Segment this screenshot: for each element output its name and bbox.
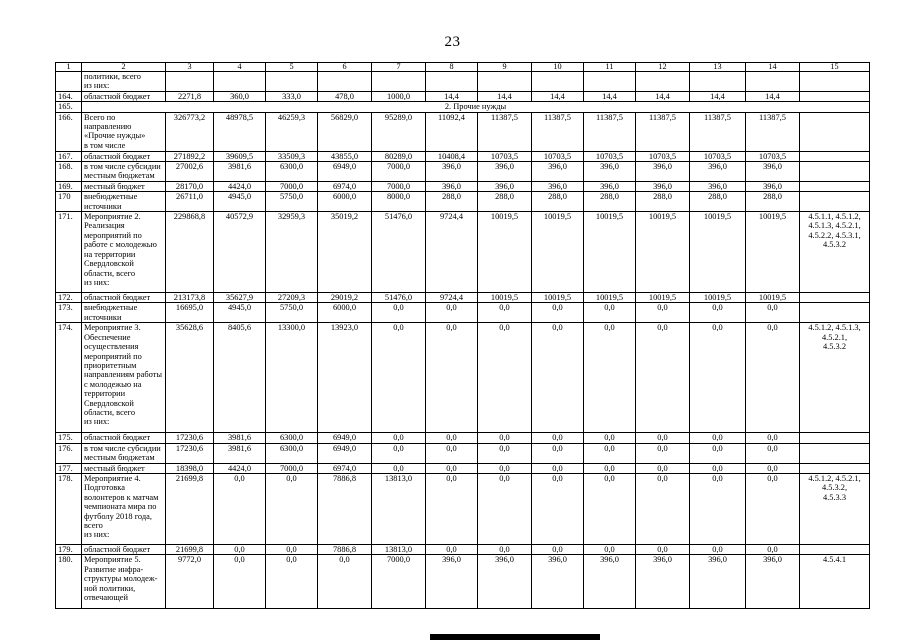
value-cell: 0,0	[426, 433, 478, 443]
value-cell	[636, 72, 690, 92]
value-cell: 0,0	[532, 323, 584, 433]
value-cell: 288,0	[532, 192, 584, 212]
target-codes	[800, 91, 870, 101]
target-codes	[800, 303, 870, 323]
page-number: 23	[444, 34, 461, 50]
value-cell: 3981,6	[214, 443, 266, 463]
value-cell: 5750,0	[266, 303, 318, 323]
value-cell: 0,0	[584, 473, 636, 544]
table-row	[56, 433, 870, 443]
value-cell: 17230,6	[166, 433, 214, 443]
value-cell: 14,4	[532, 91, 584, 101]
row-label: Мероприятие 4. Подготовка волонтеров к матчам чемпионата мира по футболу 2018 года, всего из них:	[82, 473, 166, 544]
row-number: 174.	[56, 323, 82, 433]
value-cell: 10703,5	[478, 151, 532, 161]
value-cell: 0,0	[690, 473, 746, 544]
value-cell: 288,0	[746, 192, 800, 212]
value-cell: 0,0	[690, 323, 746, 433]
value-cell: 13923,0	[318, 323, 372, 433]
value-cell: 10019,5	[746, 293, 800, 303]
value-cell: 8000,0	[372, 192, 426, 212]
value-cell: 396,0	[532, 181, 584, 191]
value-cell: 288,0	[478, 192, 532, 212]
value-cell: 396,0	[426, 181, 478, 191]
table-row	[56, 303, 870, 323]
value-cell: 288,0	[426, 192, 478, 212]
value-cell: 213173,8	[166, 293, 214, 303]
value-cell: 14,4	[478, 91, 532, 101]
table-row	[56, 443, 870, 463]
value-cell: 10703,5	[584, 151, 636, 161]
value-cell: 21699,8	[166, 544, 214, 554]
column-number-9: 9	[478, 63, 532, 72]
value-cell: 10019,5	[478, 212, 532, 293]
value-cell: 0,0	[532, 473, 584, 544]
row-label: областной бюджет	[82, 544, 166, 554]
page-bottom-edge	[430, 634, 600, 640]
value-cell: 14,4	[690, 91, 746, 101]
value-cell: 288,0	[636, 192, 690, 212]
value-cell: 7000,0	[372, 162, 426, 182]
value-cell: 0,0	[690, 443, 746, 463]
value-cell: 10408,4	[426, 151, 478, 161]
row-label: внебюджетные источники	[82, 303, 166, 323]
value-cell	[426, 72, 478, 92]
value-cell: 40572,9	[214, 212, 266, 293]
row-label: областной бюджет	[82, 293, 166, 303]
table-row	[56, 91, 870, 101]
table-row	[56, 181, 870, 191]
value-cell: 229868,8	[166, 212, 214, 293]
value-cell: 27209,3	[266, 293, 318, 303]
value-cell: 0,0	[584, 463, 636, 473]
column-number-5: 5	[266, 63, 318, 72]
row-label: областной бюджет	[82, 151, 166, 161]
value-cell: 0,0	[690, 463, 746, 473]
value-cell: 51476,0	[372, 293, 426, 303]
value-cell: 0,0	[532, 463, 584, 473]
row-number: 175.	[56, 433, 82, 443]
row-label: политики, всего из них:	[82, 72, 166, 92]
value-cell: 95289,0	[372, 112, 426, 151]
value-cell: 10019,5	[532, 212, 584, 293]
row-label: Мероприятие 3. Обеспечение осуществления мероприятий по приоритетным направлениям работы с молодежью на территории Свердловской области, всего из них:	[82, 323, 166, 433]
value-cell: 396,0	[690, 555, 746, 609]
value-cell: 7000,0	[266, 463, 318, 473]
value-cell: 0,0	[746, 433, 800, 443]
value-cell: 35627,9	[214, 293, 266, 303]
value-cell: 396,0	[636, 162, 690, 182]
column-number-6: 6	[318, 63, 372, 72]
value-cell: 56829,0	[318, 112, 372, 151]
row-number: 177.	[56, 463, 82, 473]
value-cell: 0,0	[372, 463, 426, 473]
section-title: 2. Прочие нужды	[82, 102, 870, 112]
value-cell: 6300,0	[266, 162, 318, 182]
value-cell: 13300,0	[266, 323, 318, 433]
table-body	[56, 63, 870, 609]
value-cell: 7886,8	[318, 544, 372, 554]
row-number: 180.	[56, 555, 82, 609]
row-label: Мероприятие 2. Реализация мероприятий по работе с молодежью на территории Свердловской области, всего из них:	[82, 212, 166, 293]
value-cell: 0,0	[532, 303, 584, 323]
value-cell: 7886,8	[318, 473, 372, 544]
table-row	[56, 293, 870, 303]
value-cell: 4945,0	[214, 192, 266, 212]
target-codes	[800, 72, 870, 92]
target-codes	[800, 192, 870, 212]
value-cell: 0,0	[746, 473, 800, 544]
value-cell: 1000,0	[372, 91, 426, 101]
value-cell: 29019,2	[318, 293, 372, 303]
value-cell: 0,0	[426, 323, 478, 433]
value-cell: 0,0	[478, 323, 532, 433]
value-cell: 396,0	[746, 555, 800, 609]
value-cell: 7000,0	[372, 555, 426, 609]
value-cell: 10019,5	[636, 212, 690, 293]
value-cell: 9724,4	[426, 212, 478, 293]
column-number-4: 4	[214, 63, 266, 72]
value-cell: 10019,5	[746, 212, 800, 293]
value-cell	[166, 72, 214, 92]
row-label: местный бюджет	[82, 181, 166, 191]
value-cell: 0,0	[214, 555, 266, 609]
value-cell: 17230,6	[166, 443, 214, 463]
value-cell: 0,0	[584, 323, 636, 433]
value-cell	[214, 72, 266, 92]
target-codes	[800, 463, 870, 473]
value-cell: 0,0	[636, 433, 690, 443]
value-cell: 10703,5	[532, 151, 584, 161]
value-cell: 396,0	[532, 162, 584, 182]
value-cell: 0,0	[478, 463, 532, 473]
value-cell: 14,4	[426, 91, 478, 101]
value-cell: 6974,0	[318, 463, 372, 473]
value-cell: 0,0	[584, 443, 636, 463]
value-cell: 14,4	[584, 91, 636, 101]
column-number-11: 11	[584, 63, 636, 72]
row-label: Мероприятие 5. Развитие инфра- структуры молодеж- ной политики, отвечающей	[82, 555, 166, 609]
row-number: 171.	[56, 212, 82, 293]
value-cell	[372, 72, 426, 92]
value-cell: 288,0	[584, 192, 636, 212]
value-cell: 6300,0	[266, 433, 318, 443]
value-cell: 0,0	[478, 544, 532, 554]
value-cell: 7000,0	[372, 181, 426, 191]
value-cell: 7000,0	[266, 181, 318, 191]
value-cell	[318, 72, 372, 92]
value-cell: 396,0	[426, 162, 478, 182]
value-cell: 0,0	[584, 303, 636, 323]
table-row	[56, 112, 870, 151]
value-cell: 0,0	[636, 323, 690, 433]
row-number: 166.	[56, 112, 82, 151]
value-cell: 14,4	[746, 91, 800, 101]
column-number-15: 15	[800, 63, 870, 72]
value-cell: 0,0	[584, 433, 636, 443]
value-cell: 11387,5	[636, 112, 690, 151]
value-cell: 10019,5	[532, 293, 584, 303]
value-cell: 80289,0	[372, 151, 426, 161]
row-label: в том числе субсидии местным бюджетам	[82, 162, 166, 182]
value-cell: 10019,5	[584, 293, 636, 303]
value-cell: 0,0	[478, 473, 532, 544]
target-codes	[800, 112, 870, 151]
row-number	[56, 72, 82, 92]
value-cell: 35019,2	[318, 212, 372, 293]
target-codes: 4.5.1.1, 4.5.1.2, 4.5.1.3, 4.5.2.1, 4.5.2.2, 4.5.3.1, 4.5.3.2	[800, 212, 870, 293]
value-cell: 13813,0	[372, 544, 426, 554]
value-cell: 18398,0	[166, 463, 214, 473]
value-cell: 0,0	[266, 544, 318, 554]
target-codes	[800, 151, 870, 161]
value-cell: 10703,5	[690, 151, 746, 161]
value-cell: 8405,6	[214, 323, 266, 433]
table-row	[56, 555, 870, 609]
value-cell: 6974,0	[318, 181, 372, 191]
value-cell: 0,0	[746, 303, 800, 323]
value-cell: 3981,6	[214, 162, 266, 182]
value-cell: 11387,5	[584, 112, 636, 151]
value-cell	[746, 72, 800, 92]
value-cell: 9772,0	[166, 555, 214, 609]
column-number-7: 7	[372, 63, 426, 72]
table-row	[56, 151, 870, 161]
value-cell: 0,0	[372, 433, 426, 443]
value-cell: 396,0	[478, 162, 532, 182]
value-cell: 0,0	[478, 303, 532, 323]
value-cell: 271892,2	[166, 151, 214, 161]
value-cell: 51476,0	[372, 212, 426, 293]
value-cell: 4945,0	[214, 303, 266, 323]
value-cell: 27002,6	[166, 162, 214, 182]
column-number-14: 14	[746, 63, 800, 72]
row-label: в том числе субсидии местным бюджетам	[82, 443, 166, 463]
value-cell: 13813,0	[372, 473, 426, 544]
value-cell: 0,0	[690, 303, 746, 323]
value-cell: 0,0	[636, 443, 690, 463]
value-cell: 10019,5	[636, 293, 690, 303]
table-row	[56, 162, 870, 182]
value-cell: 0,0	[426, 463, 478, 473]
row-label: местный бюджет	[82, 463, 166, 473]
target-codes: 4.5.1.2, 4.5.2.1, 4.5.3.2, 4.5.3.3	[800, 473, 870, 544]
table-row	[56, 544, 870, 554]
value-cell: 478,0	[318, 91, 372, 101]
budget-table	[55, 62, 870, 609]
section-row	[56, 102, 870, 112]
value-cell: 16695,0	[166, 303, 214, 323]
target-codes: 4.5.1.2, 4.5.1.3, 4.5.2.1, 4.5.3.2	[800, 323, 870, 433]
value-cell: 0,0	[636, 303, 690, 323]
value-cell: 396,0	[426, 555, 478, 609]
value-cell: 333,0	[266, 91, 318, 101]
value-cell: 0,0	[532, 433, 584, 443]
value-cell: 0,0	[746, 544, 800, 554]
target-codes	[800, 443, 870, 463]
value-cell: 396,0	[636, 555, 690, 609]
value-cell: 0,0	[746, 443, 800, 463]
value-cell: 11387,5	[478, 112, 532, 151]
value-cell: 0,0	[266, 555, 318, 609]
value-cell	[690, 72, 746, 92]
row-number: 173.	[56, 303, 82, 323]
value-cell: 396,0	[746, 181, 800, 191]
value-cell: 4424,0	[214, 181, 266, 191]
column-number-10: 10	[532, 63, 584, 72]
value-cell: 21699,8	[166, 473, 214, 544]
value-cell: 6000,0	[318, 303, 372, 323]
value-cell: 6949,0	[318, 433, 372, 443]
value-cell: 0,0	[636, 544, 690, 554]
target-codes	[800, 433, 870, 443]
value-cell: 2271,8	[166, 91, 214, 101]
value-cell: 396,0	[690, 162, 746, 182]
target-codes	[800, 293, 870, 303]
value-cell: 0,0	[636, 463, 690, 473]
value-cell: 0,0	[636, 473, 690, 544]
value-cell	[266, 72, 318, 92]
value-cell: 14,4	[636, 91, 690, 101]
value-cell: 11387,5	[532, 112, 584, 151]
column-number-row	[56, 63, 870, 72]
value-cell: 0,0	[690, 433, 746, 443]
value-cell: 39609,5	[214, 151, 266, 161]
value-cell: 396,0	[636, 181, 690, 191]
table-row	[56, 212, 870, 293]
value-cell: 0,0	[318, 555, 372, 609]
row-number: 170	[56, 192, 82, 212]
table-row	[56, 463, 870, 473]
row-label: Всего по направлению «Прочие нужды» в том числе	[82, 112, 166, 151]
table-row	[56, 72, 870, 92]
value-cell: 0,0	[746, 323, 800, 433]
row-number: 178.	[56, 473, 82, 544]
value-cell: 326773,2	[166, 112, 214, 151]
value-cell: 396,0	[532, 555, 584, 609]
row-number: 176.	[56, 443, 82, 463]
value-cell: 10703,5	[746, 151, 800, 161]
column-number-1: 1	[56, 63, 82, 72]
value-cell: 11092,4	[426, 112, 478, 151]
value-cell: 6000,0	[318, 192, 372, 212]
value-cell: 0,0	[584, 544, 636, 554]
column-number-13: 13	[690, 63, 746, 72]
value-cell: 33509,3	[266, 151, 318, 161]
row-number: 164.	[56, 91, 82, 101]
value-cell: 9724,4	[426, 293, 478, 303]
row-number: 169.	[56, 181, 82, 191]
row-number: 172.	[56, 293, 82, 303]
column-number-3: 3	[166, 63, 214, 72]
target-codes: 4.5.4.1	[800, 555, 870, 609]
table-row	[56, 323, 870, 433]
column-number-8: 8	[426, 63, 478, 72]
value-cell: 10019,5	[478, 293, 532, 303]
value-cell: 11387,5	[746, 112, 800, 151]
value-cell: 3981,6	[214, 433, 266, 443]
value-cell: 0,0	[532, 544, 584, 554]
row-label: внебюджетные источники	[82, 192, 166, 212]
target-codes	[800, 544, 870, 554]
value-cell: 32959,3	[266, 212, 318, 293]
target-codes	[800, 162, 870, 182]
row-number: 179.	[56, 544, 82, 554]
row-label: областной бюджет	[82, 91, 166, 101]
value-cell: 0,0	[426, 473, 478, 544]
value-cell: 0,0	[426, 544, 478, 554]
value-cell: 43855,0	[318, 151, 372, 161]
row-number: 168.	[56, 162, 82, 182]
value-cell: 5750,0	[266, 192, 318, 212]
value-cell: 0,0	[372, 443, 426, 463]
value-cell	[532, 72, 584, 92]
value-cell: 288,0	[690, 192, 746, 212]
value-cell: 35628,6	[166, 323, 214, 433]
value-cell: 396,0	[584, 181, 636, 191]
value-cell	[478, 72, 532, 92]
target-codes	[800, 181, 870, 191]
value-cell: 11387,5	[690, 112, 746, 151]
value-cell: 46259,3	[266, 112, 318, 151]
value-cell: 6300,0	[266, 443, 318, 463]
value-cell: 10019,5	[584, 212, 636, 293]
value-cell: 0,0	[478, 443, 532, 463]
value-cell: 0,0	[690, 544, 746, 554]
value-cell: 0,0	[478, 433, 532, 443]
column-number-2: 2	[82, 63, 166, 72]
value-cell: 0,0	[746, 463, 800, 473]
column-number-12: 12	[636, 63, 690, 72]
value-cell: 360,0	[214, 91, 266, 101]
value-cell: 0,0	[372, 303, 426, 323]
value-cell: 396,0	[478, 555, 532, 609]
value-cell: 6949,0	[318, 162, 372, 182]
value-cell: 28170,0	[166, 181, 214, 191]
value-cell	[584, 72, 636, 92]
value-cell: 396,0	[584, 555, 636, 609]
table-row	[56, 473, 870, 544]
row-number: 167.	[56, 151, 82, 161]
value-cell: 0,0	[532, 443, 584, 463]
value-cell: 0,0	[214, 544, 266, 554]
value-cell: 0,0	[372, 323, 426, 433]
value-cell: 0,0	[266, 473, 318, 544]
value-cell: 4424,0	[214, 463, 266, 473]
value-cell: 10019,5	[690, 212, 746, 293]
value-cell: 10703,5	[636, 151, 690, 161]
value-cell: 0,0	[214, 473, 266, 544]
table-row	[56, 192, 870, 212]
value-cell: 26711,0	[166, 192, 214, 212]
value-cell: 396,0	[584, 162, 636, 182]
value-cell: 396,0	[478, 181, 532, 191]
row-number: 165.	[56, 102, 82, 112]
value-cell: 10019,5	[690, 293, 746, 303]
value-cell: 48978,5	[214, 112, 266, 151]
value-cell: 0,0	[426, 303, 478, 323]
value-cell: 0,0	[426, 443, 478, 463]
value-cell: 396,0	[690, 181, 746, 191]
value-cell: 396,0	[746, 162, 800, 182]
row-label: областной бюджет	[82, 433, 166, 443]
value-cell: 6949,0	[318, 443, 372, 463]
